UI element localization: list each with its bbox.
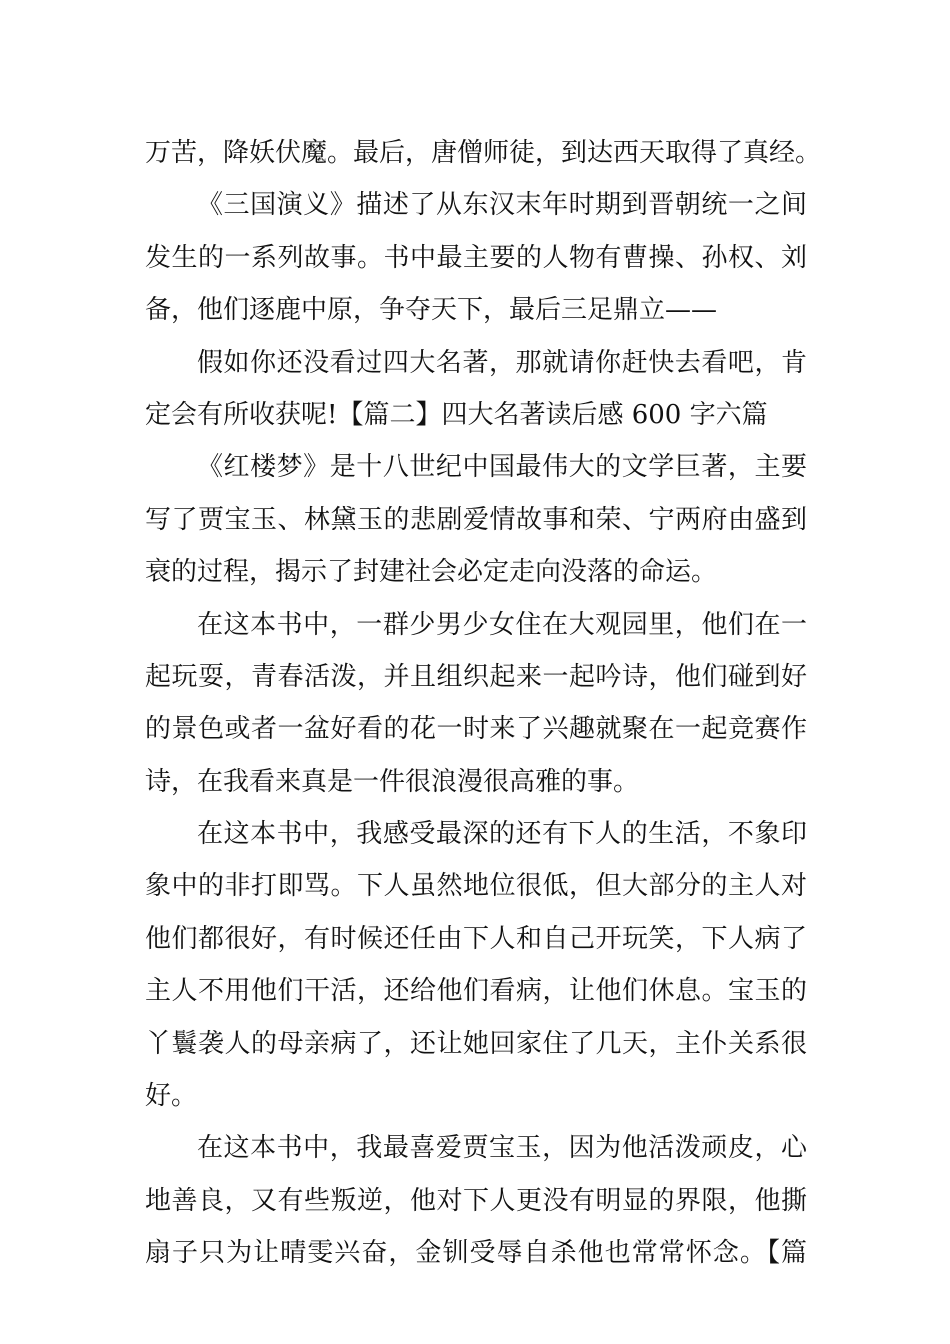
text-line: 衰的过程，揭示了封建社会必定走向没落的命运。 [145, 557, 718, 588]
text-line: 好。 [145, 1081, 198, 1112]
paragraph-first-line: 《红楼梦》是十八世纪中国最伟大的文学巨著，主要 [197, 452, 807, 483]
text-line: 定会有所收获呢!【篇二】四大名著读后感 600 字六篇 [145, 399, 768, 430]
paragraph-first-line: 在这本书中，我感受最深的还有下人的生活，不象印 [197, 819, 807, 850]
text-line: 的景色或者一盆好看的花一时来了兴趣就聚在一起竞赛作 [145, 714, 807, 745]
text-line: 写了贾宝玉、林黛玉的悲剧爱情故事和荣、宁两府由盛到 [145, 504, 807, 535]
text-line: 地善良，又有些叛逆，他对下人更没有明显的界限，他撕 [145, 1185, 807, 1216]
paragraph-first-line: 假如你还没看过四大名著，那就请你赶快去看吧，肯 [197, 347, 807, 378]
document-body [145, 127, 822, 1280]
text-line: 主人不用他们干活，还给他们看病，让他们休息。宝玉的 [145, 976, 807, 1007]
text-line: 起玩耍，青春活泼，并且组织起来一起吟诗，他们碰到好 [145, 661, 807, 692]
text-line: 丫鬟袭人的母亲病了，还让她回家住了几天，主仆关系很 [145, 1028, 807, 1059]
paragraph-first-line: 在这本书中，一群少男少女住在大观园里，他们在一 [197, 609, 807, 640]
paragraph-first-line: 《三国演义》描述了从东汉末年时期到晋朝统一之间 [197, 190, 807, 221]
text-line: 备，他们逐鹿中原，争夺天下，最后三足鼎立—— [145, 295, 718, 326]
text-line: 发生的一系列故事。书中最主要的人物有曹操、孙权、刘 [145, 242, 807, 273]
paragraph-first-line: 在这本书中，我最喜爱贾宝玉，因为他活泼顽皮，心 [197, 1133, 807, 1164]
text-line: 象中的非打即骂。下人虽然地位很低，但大部分的主人对 [145, 871, 807, 902]
text-line: 扇子只为让晴雯兴奋，金钏受辱自杀他也常常怀念。【篇 [145, 1238, 807, 1269]
text-line: 诗，在我看来真是一件很浪漫很高雅的事。 [145, 766, 640, 797]
text-line: 他们都很好，有时候还任由下人和自己开玩笑，下人病了 [145, 923, 807, 954]
text-line: 万苦，降妖伏魔。最后，唐僧师徒，到达西天取得了真经。 [145, 138, 822, 168]
